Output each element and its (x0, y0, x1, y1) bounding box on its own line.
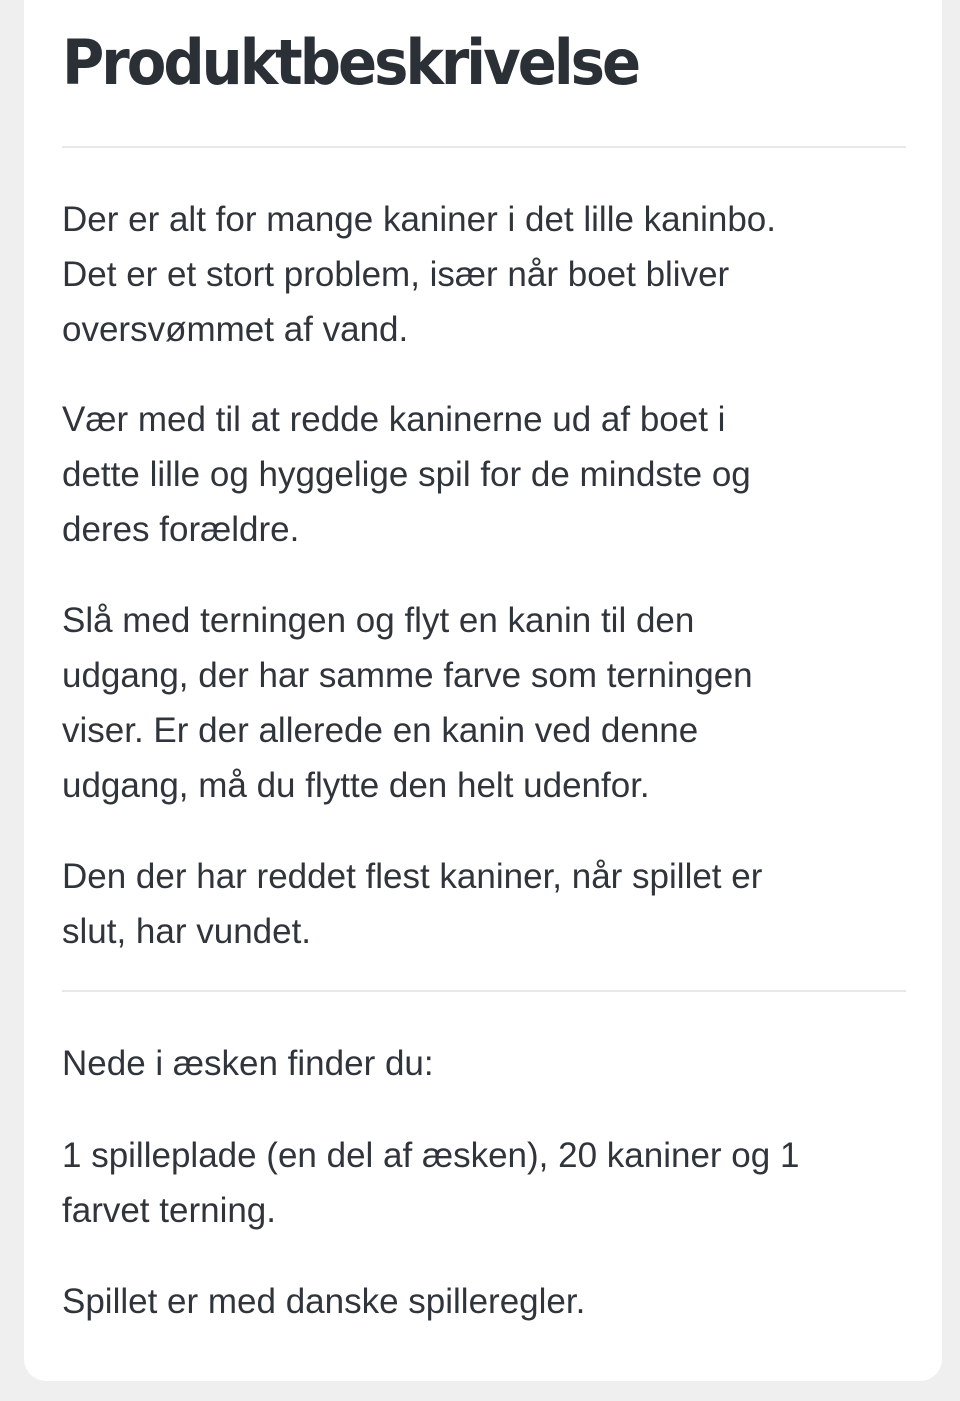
text-line: viser. Er der allerede en kanin ved denne (62, 711, 699, 750)
box-contents-items (62, 1128, 906, 1238)
text-line: farvet terning. (62, 1191, 276, 1230)
description-paragraph-1 (62, 192, 906, 357)
text-line: oversvømmet af vand. (62, 310, 409, 349)
text-line: Slå med terningen og flyt en kanin til den (62, 601, 695, 640)
text-line: dette lille og hyggelige spil for de mindste og (62, 455, 751, 494)
text-line: udgang, må du flytte den helt udenfor. (62, 766, 650, 805)
description-paragraph-2 (62, 392, 906, 557)
text-line: Det er et stort problem, især når boet bliver (62, 255, 730, 294)
contents-divider (62, 990, 906, 992)
box-contents-intro (62, 1036, 906, 1091)
text-line: Nede i æsken finder du: (62, 1044, 434, 1083)
section-title: Produktbeskrivelse (62, 26, 639, 99)
text-line: Der er alt for mange kaniner i det lille kaninbo. (62, 200, 776, 239)
description-paragraph-4 (62, 849, 906, 959)
text-line: Spillet er med danske spilleregler. (62, 1282, 586, 1321)
text-line: udgang, der har samme farve som terningen (62, 656, 753, 695)
text-line: Vær med til at redde kaninerne ud af boet i (62, 400, 726, 439)
description-paragraph-3 (62, 593, 906, 813)
title-divider (62, 146, 906, 148)
product-description-card (24, 0, 942, 1381)
text-line: deres forældre. (62, 510, 300, 549)
rules-language-note (62, 1274, 906, 1329)
text-line: Den der har reddet flest kaniner, når spillet er (62, 857, 763, 896)
text-line: 1 spilleplade (en del af æsken), 20 kaniner og 1 (62, 1136, 800, 1175)
text-line: slut, har vundet. (62, 912, 312, 951)
